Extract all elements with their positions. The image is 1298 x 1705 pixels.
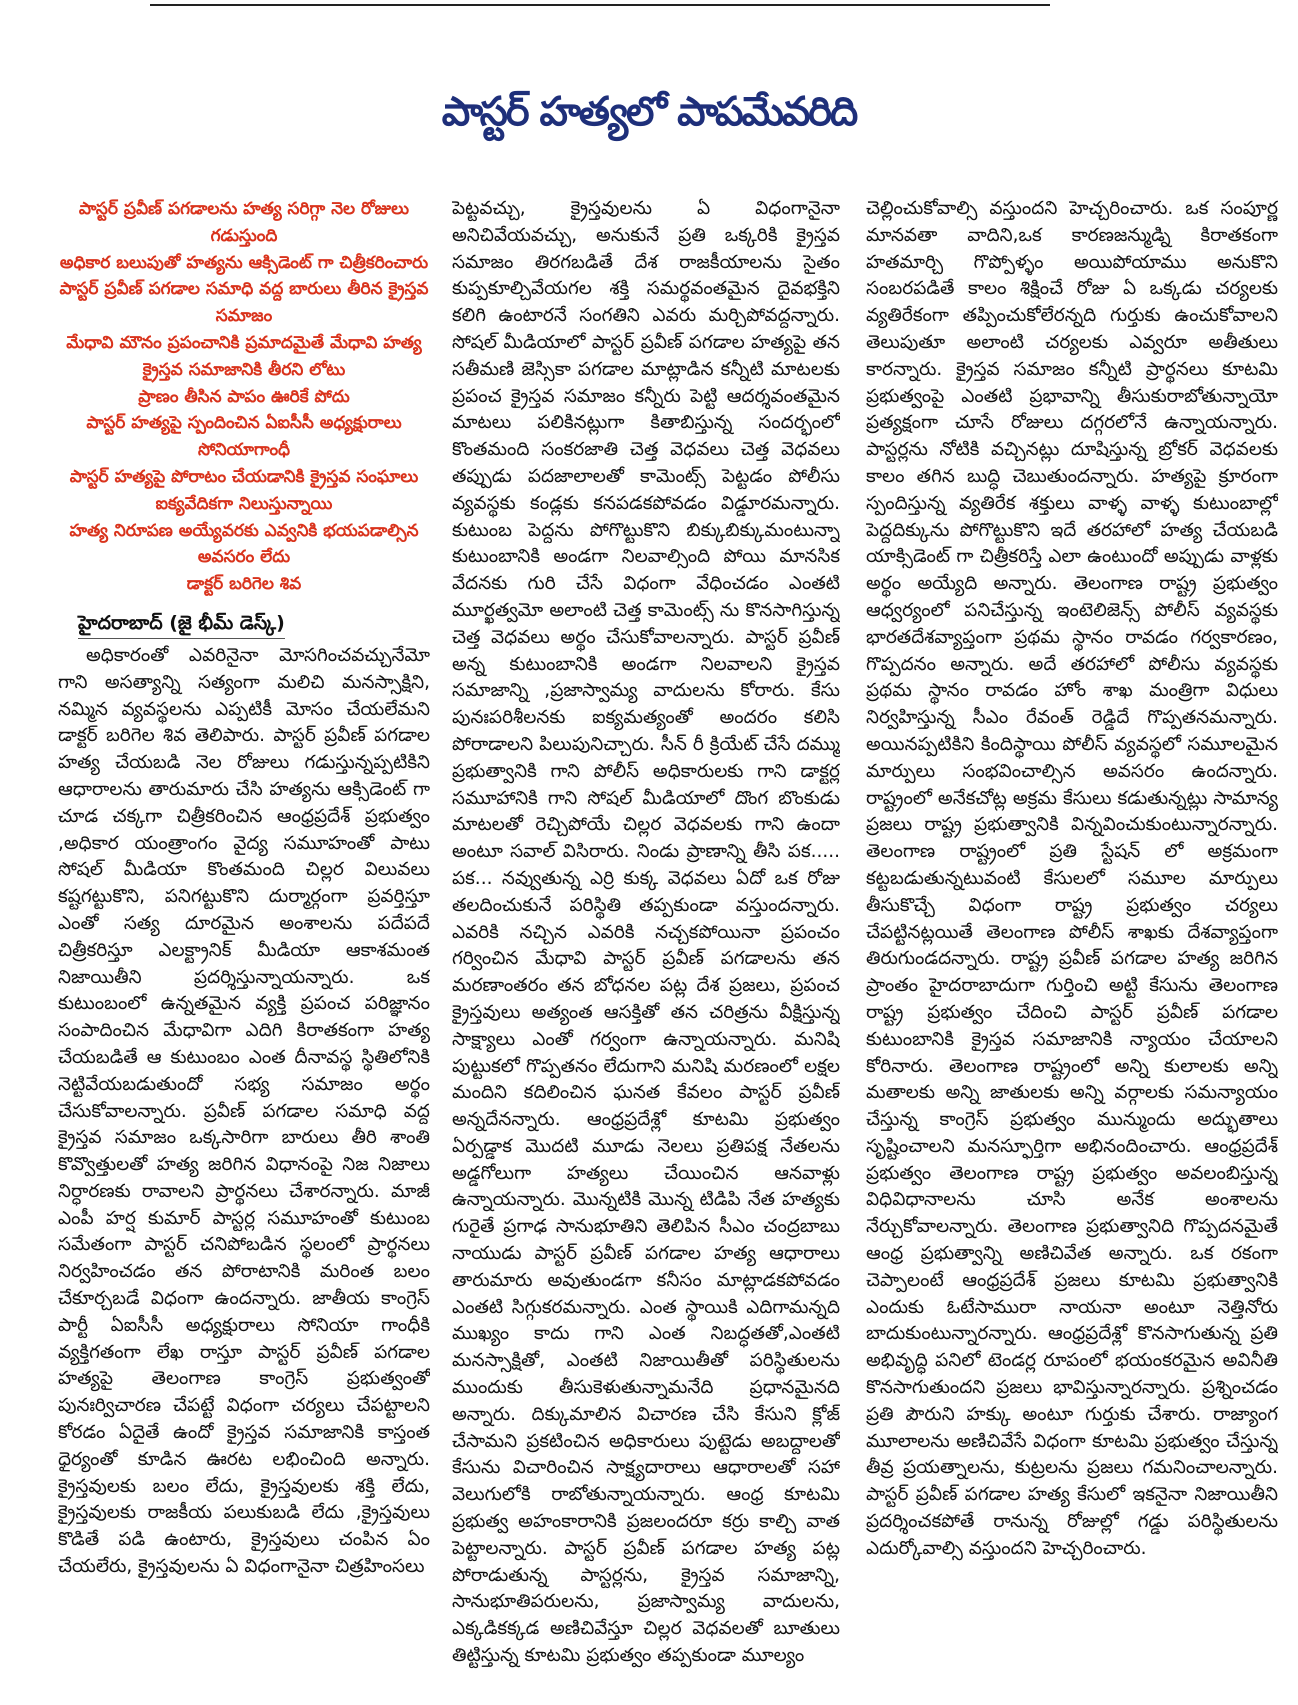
kicker-line: ప్రాణం తీసిన పాపం ఊరికే పోదు: [138, 386, 350, 407]
column-3: [866, 196, 1278, 1691]
kicker-line: పాస్టర్ హత్యపై స్పందించిన ఏఐసీసీ అధ్యక్షురాలు సోనియాగాంధీ: [86, 413, 402, 461]
kicker-line: హత్య నిరూపణ అయ్యేవరకు ఎవ్వనికి భయపడాల్సిన అవసరం లేదు: [69, 520, 419, 568]
article-body-col1: అధికారంతో ఎవరినైనా మోసగించవచ్చునేమో గాని అసత్యాన్ని సత్యంగా మలిచి మనస్సాక్షిని, నమ్మిన వ్యవస్థలను ఎప్పటికీ మోసం చేయలేమని డాక్టర్ బరిగెల శివ తెలిపారు. పాస్టర్ ప్రవీణ్ పగడాల హత్య చేయబడి నెల రోజులు గడుస్తున్నప్పటికిని ఆధారాలను తారుమారు చేసి హత్యను ఆక్సిడెంట్ గా చూడ చక్కగా చిత్రీకరించిన ఆంధ్రప్రదేశ్ ప్రభుత్వం ,అధికార యంత్రాంగం వైద్య సమూహంతో పాటు సోషల్ మీడియా కొంతమంది చిల్లర విలువలు కష్టగట్టుకొని, పనిగట్టుకొని దుర్మార్గంగా ప్రవర్తిస్తూ ఎంతో సత్య దూరమైన అంశాలను పదేపదే చిత్రీకరిస్తూ ఎలక్ట్రానిక్ మీడియా ఆకాశమంత నిజాయితీని ప్రదర్శిస్తున్నాయన్నారు. ఒక కుటుంబంలో ఉన్నతమైన వ్యక్తి ప్రపంచ పరిజ్ఞానం సంపాదించిన మేధావిగా ఎదిగి కిరాతకంగా హత్య చేయబడితే ఆ కుటుంబం ఎంత దీనావస్థ స్థితిలోనికి నెట్టివేయబడుతుందో సభ్య సమాజం అర్థం చేసుకోవాలన్నారు. ప్రవీణ్ పగడాల సమాధి వద్ద క్రైస్తవ సమాజం ఒక్కసారిగా బారులు తీరి శాంతి కొవ్వొత్తులతో హత్య జరిగిన విధానంపై నిజ నిజాలు నిర్ధారణకు రావాలని ప్రార్థనలు చేశారన్నారు. మాజీ ఎంపీ హర్ష కుమార్ పాస్టర్ల సమూహంతో కుటుంబ సమేతంగా పాస్టర్ చనిపోబడిన స్థలంలో ప్రార్థనలు నిర్వహించడం తన పోరాటానికి మరింత బలం చేకూర్చబడే విధంగా ఉందన్నారు. జాతీయ కాంగ్రెస్ పార్టీ ఏఐసీసీ అధ్యక్షురాలు సోనియా గాంధీకి వ్యక్తిగతంగా లేఖ రాస్తూ పాస్టర్ ప్రవీణ్ పగడాల హత్యపై తెలంగాణ కాంగ్రెస్ ప్రభుత్వంతో పునఃర్విచారణ చేపట్టే విధంగా చర్యలు చేపట్టాలని కోరడం ఏదైతే ఉందో క్రైస్తవ సమాజానికి కాస్తంత ధైర్యంతో కూడిన ఊరట లభించింది అన్నారు. క్రైస్తవులకు బలం లేదు, క్రైస్తవులకు శక్తి లేదు, క్రైస్తవులకు రాజకీయ పలుకుబడి లేదు ,క్రైస్తవులు కొడితే పడి ఉంటారు, క్రైస్తవులు చంపిన ఏం చేయలేరు, క్రైస్తవులను ఏ విధంగానైనా చిత్రహింసలు: [58, 644, 430, 1578]
byline: హైదరాబాద్ (జై భీమ్ డెస్క్): [78, 610, 285, 639]
column-2: [452, 196, 840, 1691]
kicker-author: డాక్టర్ బరిగెల శివ: [186, 574, 302, 595]
kicker-line: పాస్టర్ హత్యపై పోరాటం చేయడానికి క్రైస్తవ సంఘాలు ఐక్యవేదికగా నిలుస్తున్నాయి: [69, 466, 419, 514]
kicker-line: అధికార బలుపుతో హత్యను ఆక్సిడెంట్ గా చిత్రీకరించారు: [59, 252, 429, 273]
kicker-line: పాస్టర్ ప్రవీణ్ పగడాల సమాధి వద్ద బారులు తీరిన క్రైస్తవ సమాజం: [59, 279, 429, 327]
kicker-line: మేధావి మౌనం ప్రపంచానికి ప్రమాదమైతే మేధావి హత్య క్రైస్తవ సమాజానికి తీరని లోటు: [66, 332, 422, 380]
column-1: [58, 196, 430, 1691]
top-rule: [150, 4, 1050, 6]
article-body-col3: చెల్లించుకోవాల్సి వస్తుందని హెచ్చరించారు. ఒక సంపూర్ణ మానవతా వాదిని,ఒక కారణజన్ముడ్ని కిరాతకంగా హతమార్చి గొప్పోళ్ళం అయిపోయాము అనుకొని సంబరపడితే కాలం శిక్షించే రోజు ఏ ఒక్కడు చర్యలకు వ్యతిరేకంగా తప్పించుకోలేరన్నది గుర్తుకు ఉంచుకోవాలని తెలుపుతూ అలాంటి చర్యలకు ఎవ్వరూ అతీతులు కారన్నారు. క్రైస్తవ సమాజం కన్నీటి ప్రార్థనలు కూటమి ప్రభుత్వంపై ఎంతటి ప్రభావాన్ని తీసుకురాబోతున్నాయో ప్రత్యక్షంగా చూసే రోజులు దగ్గరలోనే ఉన్నాయన్నారు. పాస్టర్లను నోటికి వచ్చినట్లు దూషిస్తున్న బ్రోకర్ వెధవలకు కాలం తగిన బుద్ధి చెబుతుందన్నారు. హత్యపై క్రూరంగా స్పందిస్తున్న వ్యతిరేక శక్తులు వాళ్ళ వాళ్ళ కుటుంబాల్లో పెద్దదిక్కును పోగొట్టుకొని ఇదే తరహాలో హత్య చేయబడి యాక్సిడెంట్ గా చిత్రీకరిస్తే ఎలా ఉంటుందో అప్పుడు వాళ్లకు అర్థం అయ్యేది అన్నారు. తెలంగాణ రాష్ట్ర ప్రభుత్వం ఆధ్వర్యంలో పనిచేస్తున్న ఇంటెలిజెన్స్ పోలీస్ వ్యవస్థకు భారతదేశవ్యాప్తంగా ప్రథమ స్థానం రావడం గర్వకారణం, గొప్పదనం అన్నారు. అదే తరహాలో పోలీసు వ్యవస్థకు ప్రథమ స్థానం రావడం హోం శాఖ మంత్రిగా విధులు నిర్వహిస్తున్న సీఎం రేవంత్ రెడ్డిదే గొప్పతనమన్నారు. అయినప్పటికిని కిందిస్థాయి పోలీస్ వ్యవస్థలో సమూలమైన మార్పులు సంభవించాల్సిన అవసరం ఉందన్నారు. రాష్ట్రంలో అనేకచోట్ల అక్రమ కేసులు కడుతున్నట్లు సామాన్య ప్రజలు రాష్ట్ర ప్రభుత్వానికి విన్నవించుకుంటున్నారన్నారు. తెలంగాణ రాష్ట్రంలో ప్రతి స్టేషన్ లో అక్రమంగా కట్టబడుతున్నటువంటి కేసులలో సమూల మార్పులు తీసుకొచ్చే విధంగా రాష్ట్ర ప్రభుత్వం చర్యలు చేపట్టినట్లయితే తెలంగాణ పోలీస్ శాఖకు దేశవ్యాప్తంగా తిరుగుండదన్నారు. రాష్ట్ర ప్రవీణ్ పగడాల హత్య జరిగిన ప్రాంతం హైదరాబాదుగా గుర్తించి అట్టి కేసును తెలంగాణ రాష్ట్ర ప్రభుత్వం చేదించి పాస్టర్ ప్రవీణ్ పగడాల కుటుంబానికి క్రైస్తవ సమాజానికి న్యాయం చేయాలని కోరినారు. తెలంగాణ రాష్ట్రంలో అన్ని కులాలకు అన్ని మతాలకు అన్ని జాతులకు అన్ని వర్గాలకు సమన్యాయం చేస్తున్న కాంగ్రెస్ ప్రభుత్వం మున్ముందు అద్భుతాలు సృష్టించాలని మనస్ఫూర్తిగా అభినందించారు. ఆంధ్రప్రదేశ్ ప్రభుత్వం తెలంగాణ రాష్ట్ర ప్రభుత్వం అవలంబిస్తున్న విధివిధానాలను చూసి అనేక అంశాలను నేర్చుకోవాలన్నారు. తెలంగాణ ప్రభుత్వానిది గొప్పదనమైతే ఆంధ్ర ప్రభుత్వాన్ని అణిచివేత అన్నారు. ఒక రకంగా చెప్పాలంటే ఆంధ్రప్రదేశ్ ప్రజలు కూటమి ప్రభుత్వానికి ఎందుకు ఓటేసామురా నాయనా అంటూ నెత్తినోరు బాదుకుంటున్నారన్నారు. ఆంధ్రప్రదేశ్లో కొనసాగుతున్న ప్రతి అభివృద్ధి పనిలో టెండర్ల రూపంలో భయంకరమైన అవినీతి కొనసాగుతుందని ప్రజలు భావిస్తున్నారన్నారు. ప్రశ్నించడం ప్రతి పౌరుని హక్కు అంటూ గుర్తుకు చేశారు. రాజ్యాంగ మూలాలను అణిచివేసే విధంగా కూటమి ప్రభుత్వం చేస్తున్న తీవ్ర ప్రయత్నాలను, కుట్రలను ప్రజలు గమనించాలన్నారు. పాస్టర్ ప్రవీణ్ పగడాల హత్య కేసులో ఇకనైనా నిజాయితీని ప్రదర్శించకపోతే రానున్న రోజుల్లో గడ్డు పరిస్థితులను ఎదుర్కోవాల్సి వస్తుందని హెచ్చరించారు.: [866, 198, 1278, 1559]
kicker-list: [58, 196, 430, 598]
kicker-line: పాస్టర్ ప్రవీణ్ పగడాలను హత్య సరిగ్గా నెల రోజులు గడుస్తుంది: [78, 199, 410, 246]
article-body-col2: పెట్టవచ్చు, క్రైస్తవులను ఏ విధంగానైనా అనిచివేయవచ్చు, అనుకునే ప్రతి ఒక్కరికి క్రైస్తవ సమాజం తిరగబడితే దేశ రాజకీయాలను సైతం కుప్పకూల్చివేయగల శక్తి సమర్థవంతమైన దైవభక్తిని కలిగి ఉంటారనే సంగతిని ఎవరు మర్చిపోవద్దన్నారు. సోషల్ మీడియాలో పాస్టర్ ప్రవీణ్ పగడాల హత్యపై తన సతీమణి జెస్సికా పగడాల మాట్లాడిన కన్నీటి మాటలకు ప్రపంచ క్రైస్తవ సమాజం కన్నీరు పెట్టి ఆదర్శవంతమైన మాటలు పలికినట్లుగా కితాబిస్తున్న సందర్భంలో కొంతమంది సంకరజాతి చెత్త వెధవలు చెత్త వెధవలు తప్పుడు పదజాలాలతో కామెంట్స్ పెట్టడం పోలీసు వ్యవస్థకు కండ్లకు కనపడకపోవడం విడ్డూరమన్నారు. కుటుంబ పెద్దను పోగొట్టుకొని బిక్కుబిక్కుమంటున్నా కుటుంబానికి అండగా నిలవాల్సింది పోయి మానసిక వేదనకు గురి చేసే విధంగా వేధించడం ఎంతటి మూర్ఖత్వమో అలాంటి చెత్త కామెంట్స్ ను కొనసాగిస్తున్న చెత్త వెధవలు అర్థం చేసుకోవాలన్నారు. పాస్టర్ ప్రవీణ్ అన్న కుటుంబానికి అండగా నిలవాలని క్రైస్తవ సమాజాన్ని ,ప్రజాస్వామ్య వాదులను కోరారు. కేసు పునఃపరిశీలనకు ఐక్యమత్యంతో అందరం కలిసి పోరాడాలని పిలుపునిచ్చారు. సీన్ రీ క్రియేట్ చేసే దమ్ము ప్రభుత్వానికి గాని పోలీస్ అధికారులకు గాని డాక్టర్ల సమూహానికి గాని సోషల్ మీడియాలో దొంగ బొంకుడు మాటలతో రెచ్చిపోయే చిల్లర వెధవలకు గాని ఉందా అంటూ సవాల్ విసిరారు. నిండు ప్రాణాన్ని తీసి పక..... పక... నవ్వుతున్న ఎర్రి కుక్క వెధవలు ఏదో ఒక రోజు తలదించుకునే పరిస్థితి తప్పకుండా వస్తుందన్నారు. ఎవరికి నచ్చిన ఎవరికి నచ్చకపోయినా ప్రపంచం గర్వించిన మేధావి పాస్టర్ ప్రవీణ్ పగడాలను తన మరణాంతరం తన బోధనల పట్ల దేశ ప్రజలు, ప్రపంచ క్రైస్తవులు అత్యంత ఆసక్తితో తన చరిత్రను వీక్షిస్తున్న సాక్ష్యాలు ఎంతో గర్వంగా ఉన్నాయన్నారు. మనిషి పుట్టుకలో గొప్పతనం లేదుగాని మనిషి మరణంలో లక్షల మందిని కదిలించిన ఘనత కేవలం పాస్టర్ ప్రవీణ్ అన్నదేనన్నారు. ఆంధ్రప్రదేశ్లో కూటమి ప్రభుత్వం ఏర్పడ్డాక మొదటి మూడు నెలలు ప్రతిపక్ష నేతలను అడ్డగోలుగా హత్యలు చేయించిన ఆనవాళ్లు ఉన్నాయన్నారు. మొన్నటికి మొన్న టిడిపి నేత హత్యకు గురైతే ప్రగాఢ సానుభూతిని తెలిపిన సీఎం చంద్రబాబు నాయుడు పాస్టర్ ప్రవీణ్ పగడాల హత్య ఆధారాలు తారుమారు అవుతుండగా కనీసం మాట్లాడకపోవడం ఎంతటి సిగ్గుకరమన్నారు. ఎంత స్థాయికి ఎదిగామన్నది ముఖ్యం కాదు గాని ఎంత నిబద్ధతతో,ఎంతటి మనస్సాక్షితో, ఎంతటి నిజాయితీతో పరిస్థితులను ముందుకు తీసుకెళుతున్నామనేది ప్రధానమైనది అన్నారు. దిక్కుమాలిన విచారణ చేసి కేసుని క్లోజ్ చేసామని ప్రకటించిన అధికారులు పుట్టెడు అబద్దాలతో కేసును విచారించిన సాక్ష్యదారాలు ఆధారాలతో సహా వెలుగులోకి రాబోతున్నాయన్నారు. ఆంధ్ర కూటమి ప్రభుత్వ అహంకారానికి ప్రజలందరూ కర్రు కాల్చి వాత పెట్టాలన్నారు. పాస్టర్ ప్రవీణ్ పగడాల హత్య పట్ల పోరాడుతున్న పాస్టర్లను, క్రైస్తవ సమాజాన్ని, సానుభూతిపరులను, ప్రజాస్వామ్య వాదులను, ఎక్కడికక్కడ అణిచివేస్తూ చిల్లర వెధవలతో బూతులు తిట్టిస్తున్న కూటమి ప్రభుత్వం తప్పకుండా మూల్యం: [452, 198, 840, 1667]
headline: పాస్టర్ హత్యలో పాపమేవరిది: [441, 89, 857, 135]
